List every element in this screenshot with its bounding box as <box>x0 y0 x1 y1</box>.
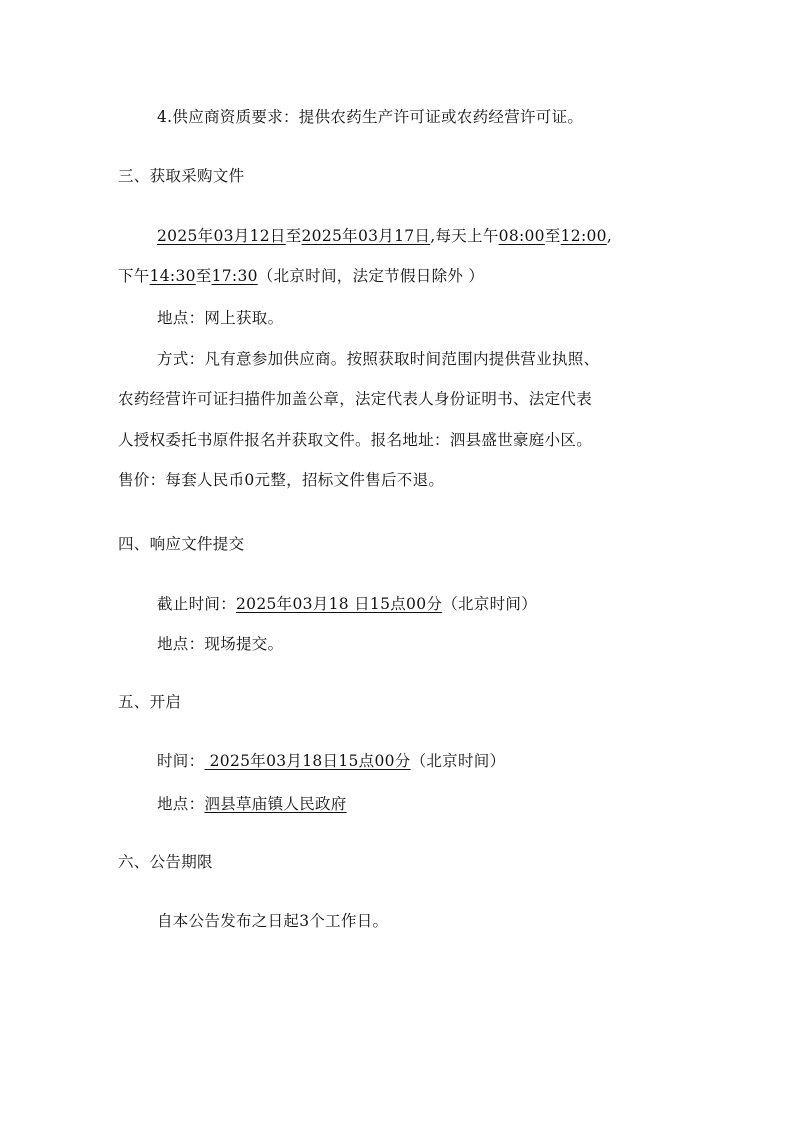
comma-text: , <box>606 227 613 245</box>
to-text: 至 <box>544 227 561 245</box>
deadline-label: 截止时间： <box>157 595 237 613</box>
opening-place-label: 地点： <box>157 795 205 813</box>
to-text: 至 <box>285 227 302 245</box>
obtain-start-date: 2025年03月12日 <box>157 227 286 245</box>
opening-place-value: 泗县草庙镇人民政府 <box>204 795 347 813</box>
deadline-value: 2025年03月18 日15点00分 <box>236 595 443 613</box>
opening-place <box>157 794 347 814</box>
obtain-period-line-2 <box>118 266 484 286</box>
obtain-method-line: 方式：凡有意参加供应商。按照获取时间范围内提供营业执照、 <box>157 350 600 368</box>
obtain-method-line: 农药经营许可证扫描件加盖公章，法定代表人身份证明书、法定代表 <box>118 390 593 408</box>
opening-timezone: （北京时间） <box>410 752 506 770</box>
section-heading-opening: 五、开启 <box>118 693 182 711</box>
timezone-note: （北京时间，法定节假日除外 ） <box>257 267 485 285</box>
afternoon-end-time: 17:30 <box>211 267 258 285</box>
morning-end-time: 12:00 <box>560 227 607 245</box>
morning-text: ,每天上午 <box>430 227 499 245</box>
obtain-end-date: 2025年03月17日 <box>301 227 431 245</box>
section-heading-announcement-period: 六、公告期限 <box>118 853 213 871</box>
morning-start-time: 08:00 <box>498 227 545 245</box>
opening-time <box>157 751 505 771</box>
submission-location: 地点：现场提交。 <box>157 635 284 653</box>
obtain-method-line: 售价：每套人民币0元整，招标文件售后不退。 <box>118 471 445 489</box>
afternoon-text: 下午 <box>118 267 150 285</box>
announcement-period-text: 自本公告发布之日起3个工作日。 <box>157 912 389 930</box>
obtain-period-line-1 <box>157 226 612 246</box>
submission-deadline <box>157 594 537 614</box>
opening-time-value: 2025年03月18日15点00分 <box>204 752 411 770</box>
section-heading-response-submission: 四、响应文件提交 <box>118 535 245 553</box>
obtain-method-line: 人授权委托书原件报名并获取文件。报名地址：泗县盛世豪庭小区。 <box>118 431 593 449</box>
to-text: 至 <box>195 267 212 285</box>
afternoon-start-time: 14:30 <box>149 267 196 285</box>
obtain-location: 地点：网上获取。 <box>157 309 284 327</box>
supplier-qualification-item: 4.供应商资质要求：提供农药生产许可证或农药经营许可证。 <box>157 108 584 126</box>
section-heading-obtain-documents: 三、获取采购文件 <box>118 167 245 185</box>
deadline-timezone: （北京时间） <box>442 595 537 613</box>
opening-time-label: 时间： <box>157 752 205 770</box>
